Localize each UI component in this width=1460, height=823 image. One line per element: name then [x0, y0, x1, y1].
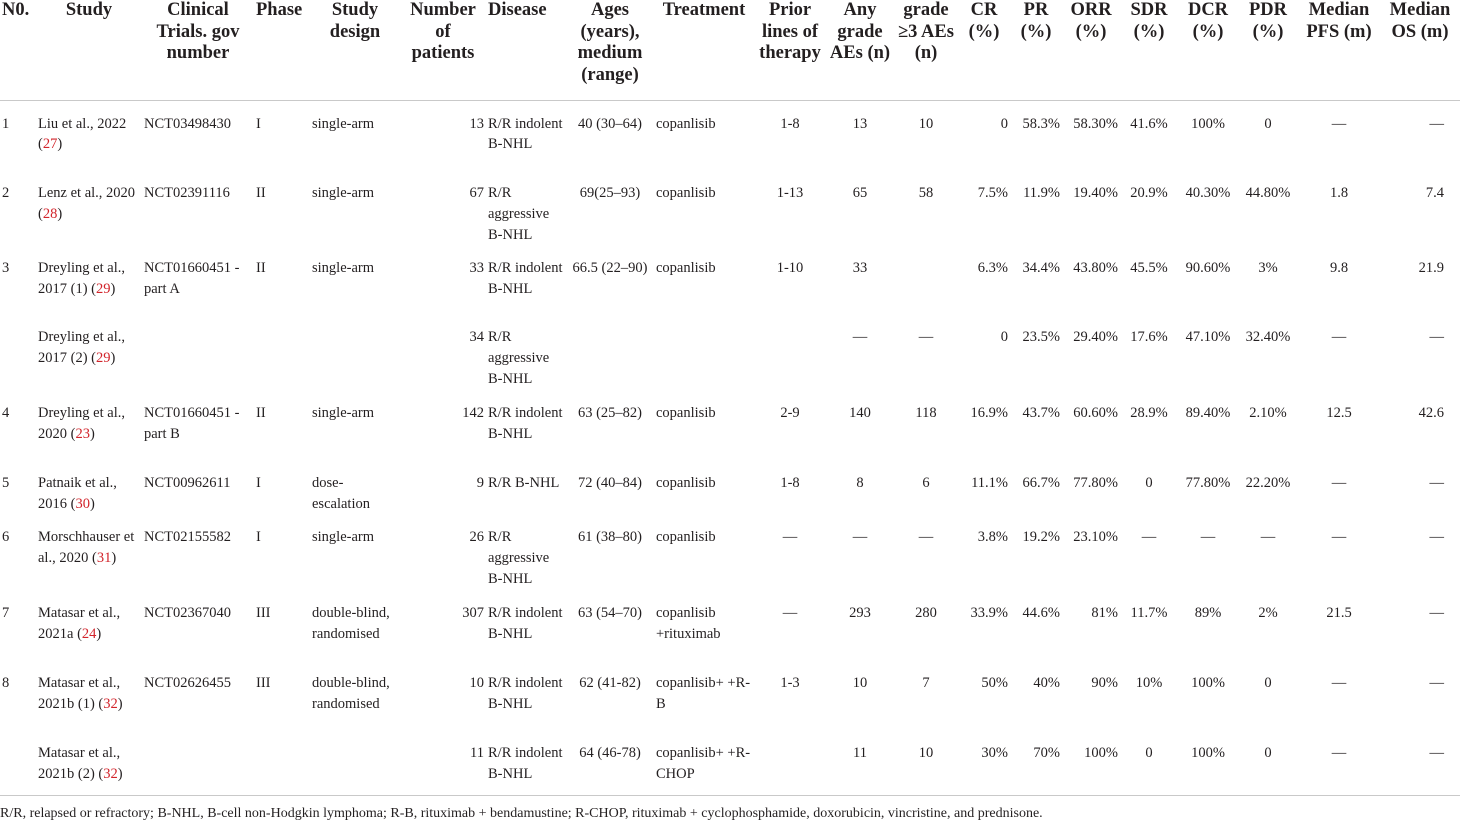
cell-treatment: copanlisib	[656, 185, 716, 201]
cell-design: single-arm	[312, 529, 375, 546]
cell-pdr: 0	[1264, 674, 1272, 691]
table-row	[0, 460, 1460, 515]
cell-ages: 72 (40–84)	[577, 474, 643, 491]
cell-anyae: —	[852, 329, 868, 346]
header-row	[0, 0, 1460, 100]
cell-os: 7.4	[1425, 185, 1444, 201]
cell-prior: 1-8	[780, 474, 800, 491]
cell-study: Matasar et al., 2021b (1) (32)	[38, 674, 123, 712]
cell-pfs: —	[1331, 474, 1347, 491]
reference-link[interactable]: 29	[96, 350, 111, 367]
cell-anyae: 33	[852, 260, 868, 277]
cell-sdr: 0	[1145, 474, 1153, 491]
cell-dcr: 90.60%	[1185, 260, 1231, 277]
cell-phase: I	[256, 529, 261, 546]
cell-phase: II	[256, 260, 266, 277]
cell-treatment: copanlisib+ +R-CHOP	[656, 744, 751, 782]
cell-n: 34	[469, 329, 484, 346]
cell-nct: NCT00962611	[144, 474, 231, 491]
cell-n: 67	[469, 185, 484, 201]
cell-cr: 0	[1000, 115, 1008, 132]
study-name: Dreyling et al., 2017 (2)	[38, 329, 125, 367]
cell-orr: 81%	[1091, 604, 1118, 621]
cell-pr: 70%	[1033, 744, 1060, 761]
cell-cr: 3.8%	[977, 529, 1008, 546]
column-header: PDR (%)	[1238, 0, 1298, 100]
cell-design: dose-escalation	[312, 474, 370, 512]
cell-dcr: —	[1200, 529, 1216, 546]
table-row	[0, 100, 1460, 170]
column-header: Clinical Trials. gov number	[142, 0, 254, 100]
column-header: Number of patients	[400, 0, 486, 100]
cell-study: Liu et al., 2022 (27)	[38, 115, 127, 153]
table-row	[0, 314, 1460, 389]
cell-no: 7	[2, 604, 10, 621]
cell-ages: 69(25–93)	[579, 185, 641, 201]
cell-n: 33	[469, 260, 484, 277]
cell-g3ae: 10	[918, 115, 934, 132]
cell-ages	[566, 314, 654, 389]
cell-nct	[142, 314, 254, 389]
cell-treatment: copanlisib	[656, 404, 716, 421]
cell-prior: —	[782, 529, 798, 546]
table-row	[0, 245, 1460, 314]
cell-os: —	[1429, 674, 1444, 691]
cell-anyae: 10	[852, 674, 868, 691]
cell-orr: 100%	[1084, 744, 1118, 761]
cell-os: —	[1429, 115, 1444, 132]
table-row	[0, 730, 1460, 800]
cell-cr: 33.9%	[970, 604, 1008, 621]
cell-cr: 0	[1000, 329, 1008, 346]
cell-nct	[142, 730, 254, 800]
column-header: Disease	[486, 0, 566, 100]
column-header: Any grade AEs (n)	[826, 0, 894, 100]
cell-no: 4	[2, 404, 10, 421]
column-header: grade ≥3 AEs (n)	[894, 0, 958, 100]
cell-phase: I	[256, 474, 261, 491]
column-header: N0.	[0, 0, 36, 100]
cell-phase	[254, 730, 310, 800]
cell-sdr: 41.6%	[1130, 115, 1168, 132]
cell-treatment	[654, 314, 754, 389]
cell-sdr: 10%	[1135, 674, 1163, 691]
cell-design	[310, 314, 400, 389]
cell-nct: NCT01660451 -part B	[144, 404, 240, 442]
cell-treatment: copanlisib	[656, 529, 716, 546]
cell-n: 26	[469, 529, 484, 546]
cell-phase: III	[256, 674, 271, 691]
cell-dcr: 89%	[1194, 604, 1222, 621]
cell-pr: 23.5%	[1022, 329, 1060, 346]
cell-pr: 11.9%	[1023, 185, 1060, 201]
cell-no	[0, 730, 36, 800]
cell-nct: NCT02626455	[144, 674, 231, 691]
cell-pr: 66.7%	[1022, 474, 1060, 491]
cell-os: 42.6	[1418, 404, 1444, 421]
cell-orr: 60.60%	[1073, 404, 1118, 421]
cell-study: Dreyling et al., 2020 (23)	[38, 404, 125, 442]
cell-pfs: —	[1331, 115, 1347, 132]
cell-ages: 61 (38–80)	[577, 529, 643, 546]
reference-link[interactable]: 31	[96, 550, 112, 567]
cell-treatment: copanlisib	[656, 115, 716, 132]
cell-orr: 90%	[1091, 674, 1118, 691]
cell-prior: 2-9	[780, 404, 800, 421]
cell-treatment: copanlisib	[656, 474, 716, 491]
cell-pr: 58.3%	[1022, 115, 1060, 132]
cell-dcr: 89.40%	[1185, 404, 1231, 421]
cell-prior: 1-13	[776, 185, 804, 201]
cell-no: 2	[2, 185, 10, 201]
cell-dcr: 77.80%	[1185, 474, 1231, 491]
cell-pdr: 2.10%	[1249, 404, 1287, 421]
cell-design: single-arm	[312, 185, 375, 201]
cell-n: 142	[462, 404, 484, 421]
column-header: Prior lines of therapy	[754, 0, 826, 100]
cell-pfs: 1.8	[1329, 185, 1349, 201]
study-name: Matasar et al., 2021b (2)	[38, 744, 121, 782]
cell-g3ae: 7	[922, 674, 930, 691]
cell-anyae: 11	[853, 744, 867, 761]
reference-link[interactable]: 23	[75, 425, 90, 442]
cell-orr: 23.10%	[1073, 529, 1118, 546]
cell-sdr: 28.9%	[1130, 404, 1168, 421]
reference-link[interactable]: 29	[96, 281, 111, 298]
study-name: Liu et al., 2022	[38, 115, 127, 132]
cell-cr: 11.1%	[971, 474, 1008, 491]
cell-prior: 1-3	[780, 674, 800, 691]
cell-design	[310, 730, 400, 800]
cell-ages: 40 (30–64)	[577, 115, 643, 132]
cell-no: 3	[2, 260, 10, 277]
study-name: Morschhauser et al., 2020	[38, 529, 135, 567]
cell-treatment: copanlisib +rituximab	[656, 604, 721, 642]
cell-cr: 7.5%	[977, 185, 1008, 201]
cell-g3ae: 118	[915, 404, 937, 421]
cell-ages: 63 (54–70)	[577, 604, 643, 621]
cell-g3ae: —	[918, 529, 934, 546]
cell-disease: R/R aggressive B-NHL	[488, 529, 550, 587]
cell-n: 9	[476, 474, 484, 491]
table-footnote: R/R, relapsed or refractory; B-NHL, B-cell non-Hodgkin lymphoma; R-B, rituximab + bendamustine; R-CHOP, rituximab + cyclophosphamide, doxorubicin, vincristine, and prednisone.	[0, 795, 1460, 823]
cell-disease: R/R indolent B-NHL	[488, 674, 563, 712]
cell-cr: 6.3%	[977, 260, 1008, 277]
cell-no: 6	[2, 529, 10, 546]
cell-g3ae	[894, 245, 958, 314]
cell-pdr: 22.20%	[1245, 474, 1291, 491]
column-header: Phase	[254, 0, 310, 100]
cell-ages: 66.5 (22–90)	[572, 260, 648, 277]
cell-pdr: 0	[1264, 115, 1272, 132]
cell-pr: 19.2%	[1022, 529, 1060, 546]
cell-nct: NCT03498430	[144, 115, 231, 132]
cell-cr: 30%	[981, 744, 1008, 761]
table-row	[0, 660, 1460, 730]
cell-orr: 58.30%	[1073, 115, 1118, 132]
cell-pfs: —	[1331, 529, 1347, 546]
cell-orr: 43.80%	[1073, 260, 1118, 277]
cell-os: —	[1429, 329, 1444, 346]
reference-link[interactable]: 28	[42, 205, 58, 222]
table-row	[0, 514, 1460, 589]
cell-study: Patnaik et al., 2016 (30)	[38, 474, 117, 512]
cell-pdr: 32.40%	[1245, 329, 1291, 346]
study-name: Patnaik et al., 2016	[38, 474, 117, 512]
cell-pfs: —	[1331, 674, 1347, 691]
column-header: CR (%)	[958, 0, 1010, 100]
cell-orr: 29.40%	[1073, 329, 1118, 346]
column-header: ORR (%)	[1062, 0, 1120, 100]
cell-no: 8	[2, 674, 10, 691]
cell-anyae: 13	[852, 115, 868, 132]
cell-phase: II	[256, 404, 266, 421]
cell-os: —	[1429, 604, 1444, 621]
cell-os: 21.9	[1418, 260, 1444, 277]
cell-disease: R/R indolent B-NHL	[488, 604, 563, 642]
cell-no: 5	[2, 474, 10, 491]
cell-sdr: 11.7%	[1130, 604, 1168, 621]
cell-sdr: 45.5%	[1130, 260, 1168, 277]
cell-treatment: copanlisib	[656, 260, 716, 277]
cell-pr: 34.4%	[1022, 260, 1060, 277]
cell-disease: R/R B-NHL	[488, 474, 560, 491]
cell-pfs: —	[1331, 329, 1347, 346]
study-name: Matasar et al., 2021a	[38, 604, 121, 642]
cell-ages: 64 (46-78)	[579, 744, 641, 761]
cell-phase: II	[256, 185, 266, 201]
cell-design: single-arm	[312, 404, 375, 421]
cell-g3ae: 280	[915, 604, 937, 621]
cell-pr: 40%	[1033, 674, 1060, 691]
study-name: Matasar et al., 2021b (1)	[38, 674, 121, 712]
table-body	[0, 100, 1460, 800]
study-name: Dreyling et al., 2017 (1)	[38, 260, 125, 298]
cell-sdr: 17.6%	[1130, 329, 1168, 346]
cell-nct: NCT01660451 -part A	[144, 260, 240, 298]
cell-study: Lenz et al., 2020 (28)	[38, 185, 136, 222]
reference-link[interactable]: 32	[103, 765, 118, 782]
column-header: Treatment	[654, 0, 754, 100]
cell-prior	[754, 314, 826, 389]
study-name: Lenz et al., 2020	[38, 185, 136, 201]
cell-study: Dreyling et al., 2017 (2) (29)	[38, 329, 125, 367]
cell-pfs: 12.5	[1326, 404, 1352, 421]
cell-n: 13	[469, 115, 484, 132]
cell-pr: 43.7%	[1022, 404, 1060, 421]
cell-no	[0, 314, 36, 389]
cell-design: double-blind, randomised	[312, 674, 390, 712]
table-row	[0, 390, 1460, 460]
cell-g3ae: 58	[918, 185, 934, 201]
cell-phase: III	[256, 604, 271, 621]
cell-n: 307	[462, 604, 484, 621]
cell-nct: NCT02391116	[144, 185, 230, 201]
cell-prior	[754, 730, 826, 800]
cell-phase	[254, 314, 310, 389]
cell-disease: R/R aggressive B-NHL	[488, 329, 550, 387]
cell-ages: 62 (41-82)	[579, 674, 641, 691]
column-header: PR (%)	[1010, 0, 1062, 100]
column-header: Study	[36, 0, 142, 100]
cell-study: Morschhauser et al., 2020 (31)	[38, 529, 135, 567]
cell-pdr: 3%	[1258, 260, 1278, 277]
reference-link[interactable]: 30	[75, 495, 90, 512]
cell-prior: 1-10	[776, 260, 804, 277]
cell-pdr: —	[1260, 529, 1276, 546]
reference-link[interactable]: 27	[42, 136, 58, 153]
cell-anyae: 293	[849, 604, 871, 621]
column-header: Ages (years), medium (range)	[566, 0, 654, 100]
cell-pdr: 2%	[1258, 604, 1278, 621]
cell-disease: R/R indolent B-NHL	[488, 260, 563, 298]
reference-link[interactable]: 24	[81, 625, 97, 642]
table-row	[0, 170, 1460, 245]
cell-os: —	[1429, 474, 1444, 491]
cell-prior: —	[782, 604, 798, 621]
column-header: Study design	[310, 0, 400, 100]
cell-pdr: 44.80%	[1245, 185, 1291, 201]
cell-orr: 19.40%	[1073, 185, 1118, 201]
cell-pdr: 0	[1264, 744, 1272, 761]
column-header: DCR (%)	[1178, 0, 1238, 100]
cell-study: Matasar et al., 2021b (2) (32)	[38, 744, 123, 782]
cell-orr: 77.80%	[1073, 474, 1118, 491]
cell-disease: R/R aggressive B-NHL	[488, 185, 550, 243]
cell-phase: I	[256, 115, 261, 132]
cell-anyae: —	[852, 529, 868, 546]
cell-study: Dreyling et al., 2017 (1) (29)	[38, 260, 125, 298]
cell-nct: NCT02367040	[144, 604, 231, 621]
column-header: SDR (%)	[1120, 0, 1178, 100]
cell-g3ae: 6	[922, 474, 930, 491]
cell-cr: 50%	[981, 674, 1008, 691]
cell-anyae: 65	[852, 185, 868, 201]
cell-dcr: 47.10%	[1185, 329, 1231, 346]
cell-n: 10	[469, 674, 484, 691]
cell-cr: 16.9%	[970, 404, 1008, 421]
cell-design: double-blind, randomised	[312, 604, 390, 642]
cell-n: 11	[470, 744, 484, 761]
column-header: Median OS (m)	[1380, 0, 1460, 100]
cell-study: Matasar et al., 2021a (24)	[38, 604, 121, 642]
cell-disease: R/R indolent B-NHL	[488, 115, 563, 153]
cell-no: 1	[2, 115, 10, 132]
cell-pfs: —	[1331, 744, 1347, 761]
cell-g3ae: —	[918, 329, 934, 346]
cell-sdr: —	[1141, 529, 1157, 546]
cell-os: —	[1429, 744, 1444, 761]
study-name: Dreyling et al., 2020	[38, 404, 125, 442]
cell-design: single-arm	[312, 115, 375, 132]
cell-g3ae: 10	[918, 744, 934, 761]
cell-nct: NCT02155582	[144, 529, 231, 546]
column-header: Median PFS (m)	[1298, 0, 1380, 100]
cell-anyae: 140	[849, 404, 871, 421]
cell-prior: 1-8	[780, 115, 800, 132]
cell-sdr: 20.9%	[1130, 185, 1168, 201]
cell-dcr: 100%	[1191, 115, 1225, 132]
cell-ages: 63 (25–82)	[577, 404, 643, 421]
cell-anyae: 8	[856, 474, 864, 491]
cell-dcr: 100%	[1191, 674, 1225, 691]
cell-os: —	[1429, 529, 1444, 546]
cell-disease: R/R indolent B-NHL	[488, 404, 563, 442]
reference-link[interactable]: 32	[103, 695, 118, 712]
cell-disease: R/R indolent B-NHL	[488, 744, 563, 782]
table-row	[0, 590, 1460, 660]
cell-dcr: 100%	[1191, 744, 1225, 761]
cell-pfs: 21.5	[1326, 604, 1352, 621]
cell-treatment: copanlisib+ +R-B	[656, 674, 751, 712]
cell-dcr: 40.30%	[1185, 185, 1231, 201]
cell-pr: 44.6%	[1022, 604, 1060, 621]
cell-pfs: 9.8	[1329, 260, 1349, 277]
cell-design: single-arm	[312, 260, 375, 277]
cell-sdr: 0	[1145, 744, 1153, 761]
